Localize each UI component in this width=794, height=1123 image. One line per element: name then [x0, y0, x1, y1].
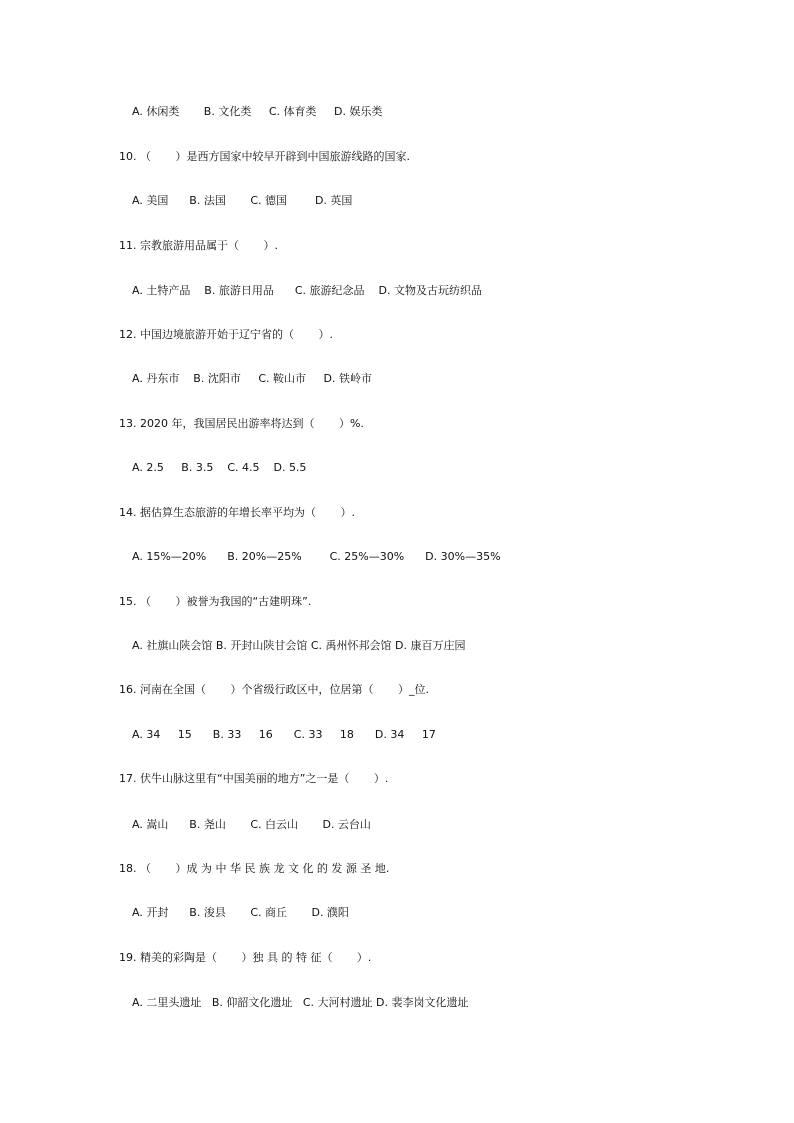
options-line-q19: A. 二里头遗址 B. 仰韶文化遗址 C. 大河村遗址 D. 裴李岗文化遗址 — [132, 996, 469, 1009]
question-18: 18. （ ）成 为 中 华 民 族 龙 文 化 的 发 源 圣 地. — [119, 862, 390, 875]
options-line-q9: A. 休闲类 B. 文化类 C. 体育类 D. 娱乐类 — [132, 105, 383, 118]
question-13: 13. 2020 年，我国居民出游率将达到（ ）%. — [119, 417, 364, 430]
question-14: 14. 据估算生态旅游的年增长率平均为（ ）. — [119, 506, 355, 519]
question-12: 12. 中国边境旅游开始于辽宁省的（ ）. — [119, 328, 333, 341]
question-10: 10. （ ）是西方国家中较早开辟到中国旅游线路的国家. — [119, 150, 410, 163]
options-line-q12: A. 丹东市 B. 沈阳市 C. 鞍山市 D. 铁岭市 — [132, 372, 372, 385]
question-19: 19. 精美的彩陶是（ ）独 具 的 特 征（ ）. — [119, 951, 372, 964]
options-line-q15: A. 社旗山陕会馆 B. 开封山陕甘会馆 C. 禹州怀邦会馆 D. 康百万庄园 — [132, 639, 466, 652]
question-16: 16. 河南在全国（ ）个省级行政区中，位居第（ ）_位. — [119, 683, 429, 696]
options-line-q16: A. 34 15 B. 33 16 C. 33 18 D. 34 17 — [132, 728, 436, 741]
options-line-q13: A. 2.5 B. 3.5 C. 4.5 D. 5.5 — [132, 461, 307, 474]
options-line-q10: A. 美国 B. 法国 C. 德国 D. 英国 — [132, 194, 353, 207]
options-line-q17: A. 嵩山 B. 尧山 C. 白云山 D. 云台山 — [132, 818, 371, 831]
question-15: 15. （ ）被誉为我国的“古建明珠”. — [119, 595, 312, 608]
options-line-q18: A. 开封 B. 浚县 C. 商丘 D. 濮阳 — [132, 906, 349, 919]
question-17: 17. 伏牛山脉这里有“中国美丽的地方”之一是（ ）. — [119, 772, 389, 785]
options-line-q14: A. 15%—20% B. 20%—25% C. 25%—30% D. 30%—35% — [132, 550, 501, 563]
options-line-q11: A. 土特产品 B. 旅游日用品 C. 旅游纪念品 D. 文物及古玩纺织品 — [132, 284, 482, 297]
question-11: 11. 宗教旅游用品属于（ ）. — [119, 239, 278, 252]
